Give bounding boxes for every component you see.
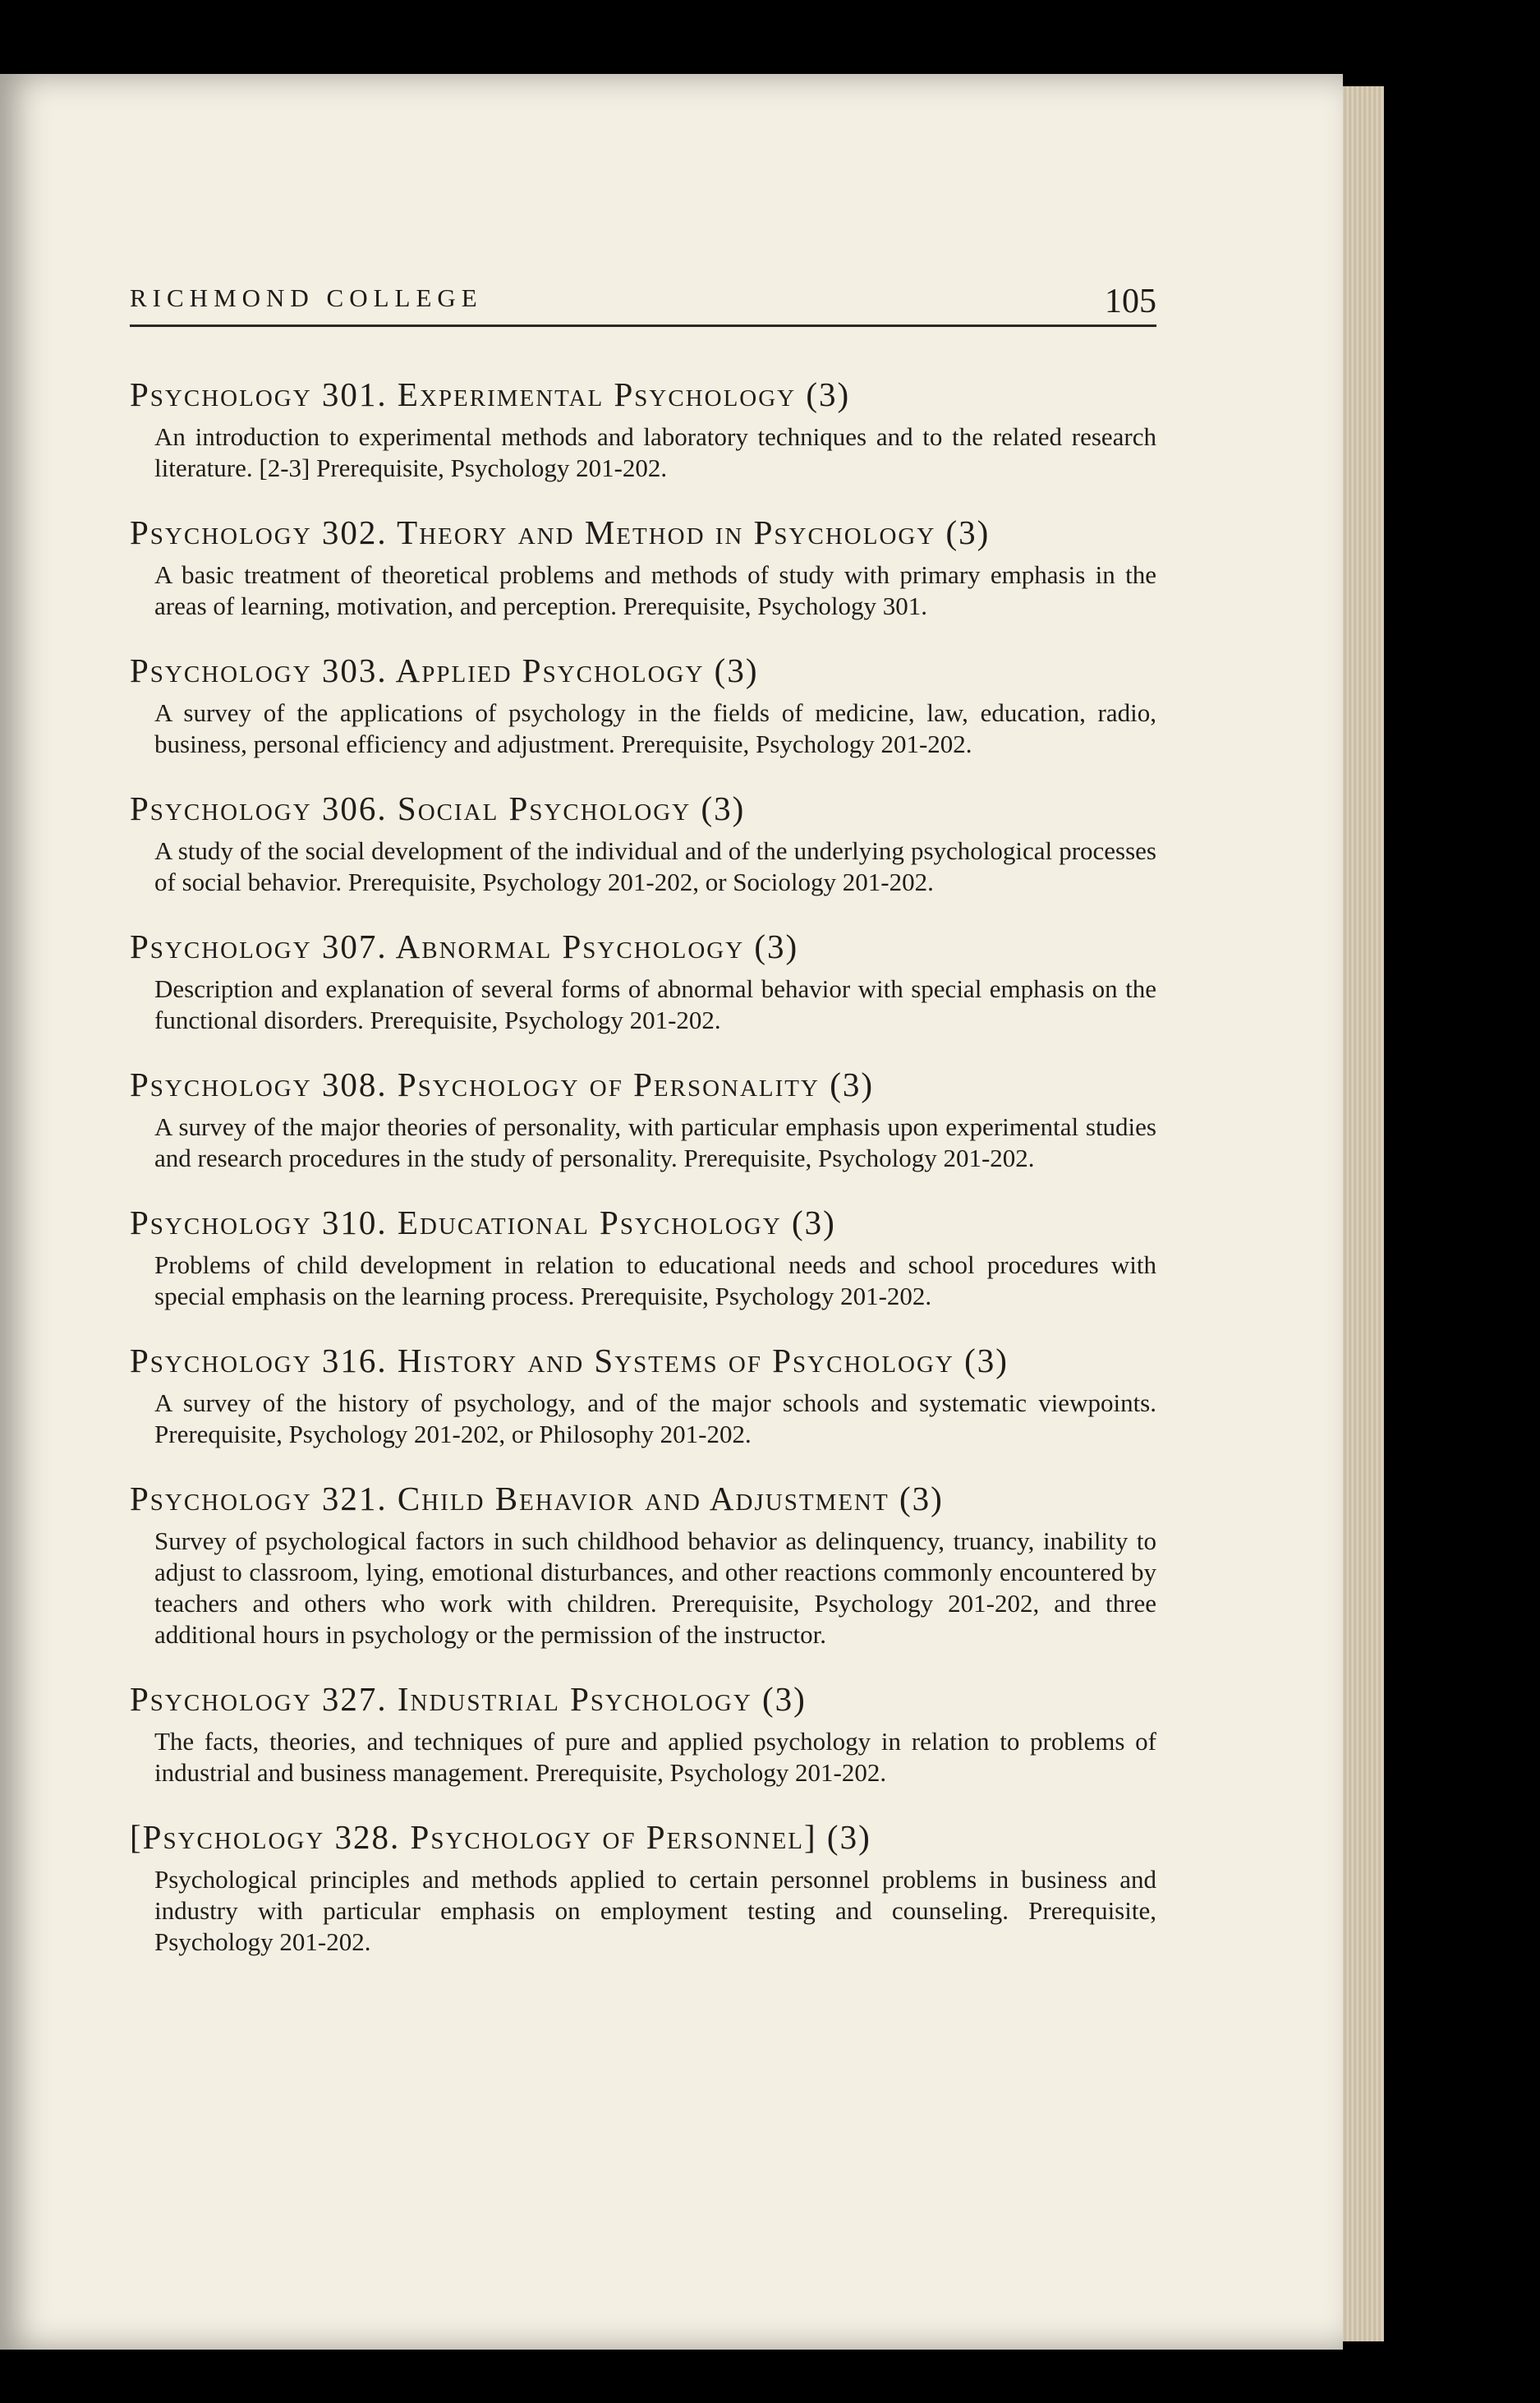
course-title: Psychology 321. Child Behavior and Adjustment (3) — [130, 1480, 944, 1517]
course-title: [Psychology 328. Psychology of Personnel] (3) — [130, 1818, 871, 1856]
course-entry — [130, 512, 1156, 622]
page-number: 105 — [1105, 283, 1156, 320]
course-title: Psychology 308. Psychology of Personality (3) — [130, 1066, 875, 1103]
course-entry — [130, 1678, 1156, 1788]
course-description: The facts, theories, and techniques of pure and applied psychology in relation to problems of industrial and business management. Prerequisite, Psychology 201-202. — [154, 1727, 1156, 1787]
course-entry — [130, 1478, 1156, 1650]
course-description: Psychological principles and methods applied to certain personnel problems in business and industry with particular emphasis on employment testing and counseling. Prerequisite, Psychology 201-202. — [154, 1865, 1156, 1956]
course-description: An introduction to experimental methods and laboratory techniques and to the related research literature. [2-3] Prerequisite, Psychology 201-202. — [154, 422, 1156, 482]
course-list — [130, 374, 1156, 1986]
course-entry — [130, 1340, 1156, 1450]
course-description: A basic treatment of theoretical problems and methods of study with primary emphasis in the areas of learning, motivation, and perception. Prerequisite, Psychology 301. — [154, 560, 1156, 620]
course-title: Psychology 303. Applied Psychology (3) — [130, 651, 759, 689]
course-title: Psychology 307. Abnormal Psychology (3) — [130, 928, 799, 965]
running-head — [130, 275, 1156, 327]
course-entry — [130, 650, 1156, 760]
course-entry — [130, 374, 1156, 484]
course-title: Psychology 301. Experimental Psychology (3) — [130, 375, 851, 413]
course-description: Description and explanation of several forms of abnormal behavior with special emphasis on the functional disorders. Prerequisite, Psychology 201-202. — [154, 974, 1156, 1034]
course-description: A survey of the applications of psychology in the fields of medicine, law, education, radio, business, personal efficiency and adjustment. Prerequisite, Psychology 201-202. — [154, 698, 1156, 758]
course-entry — [130, 1816, 1156, 1958]
course-description: A survey of the major theories of personality, with particular emphasis upon experimental studies and research procedures in the study of personality. Prerequisite, Psychology 201-202. — [154, 1112, 1156, 1172]
course-entry — [130, 926, 1156, 1036]
course-description: Survey of psychological factors in such childhood behavior as delinquency, truancy, inability to adjust to classroom, lying, emotional disturbances, and other reactions commonly encountered by teachers and others who work with children. Prerequisite, Psychology 201-202, and three additional hours in psychology or the permission of the instructor. — [154, 1526, 1156, 1649]
course-entry — [130, 788, 1156, 898]
course-entry — [130, 1064, 1156, 1174]
course-description: A survey of the history of psychology, and of the major schools and systematic viewpoints. Prerequisite, Psychology 201-202, or Philosophy 201-202. — [154, 1388, 1156, 1448]
course-title: Psychology 327. Industrial Psychology (3) — [130, 1680, 807, 1718]
course-title: Psychology 310. Educational Psychology (3) — [130, 1204, 836, 1241]
course-title: Psychology 316. History and Systems of Psychology (3) — [130, 1342, 1009, 1379]
course-entry — [130, 1202, 1156, 1312]
course-title: Psychology 306. Social Psychology (3) — [130, 789, 746, 827]
course-title: Psychology 302. Theory and Method in Psychology (3) — [130, 513, 991, 551]
course-description: Problems of child development in relation to educational needs and school procedures with special emphasis on the learning process. Prerequisite, Psychology 201-202. — [154, 1250, 1156, 1310]
course-description: A study of the social development of the individual and of the underlying psychological processes of social behavior. Prerequisite, Psychology 201-202, or Sociology 201-202. — [154, 836, 1156, 896]
page-edge — [1343, 86, 1384, 2341]
running-title: RICHMOND COLLEGE — [130, 283, 483, 312]
